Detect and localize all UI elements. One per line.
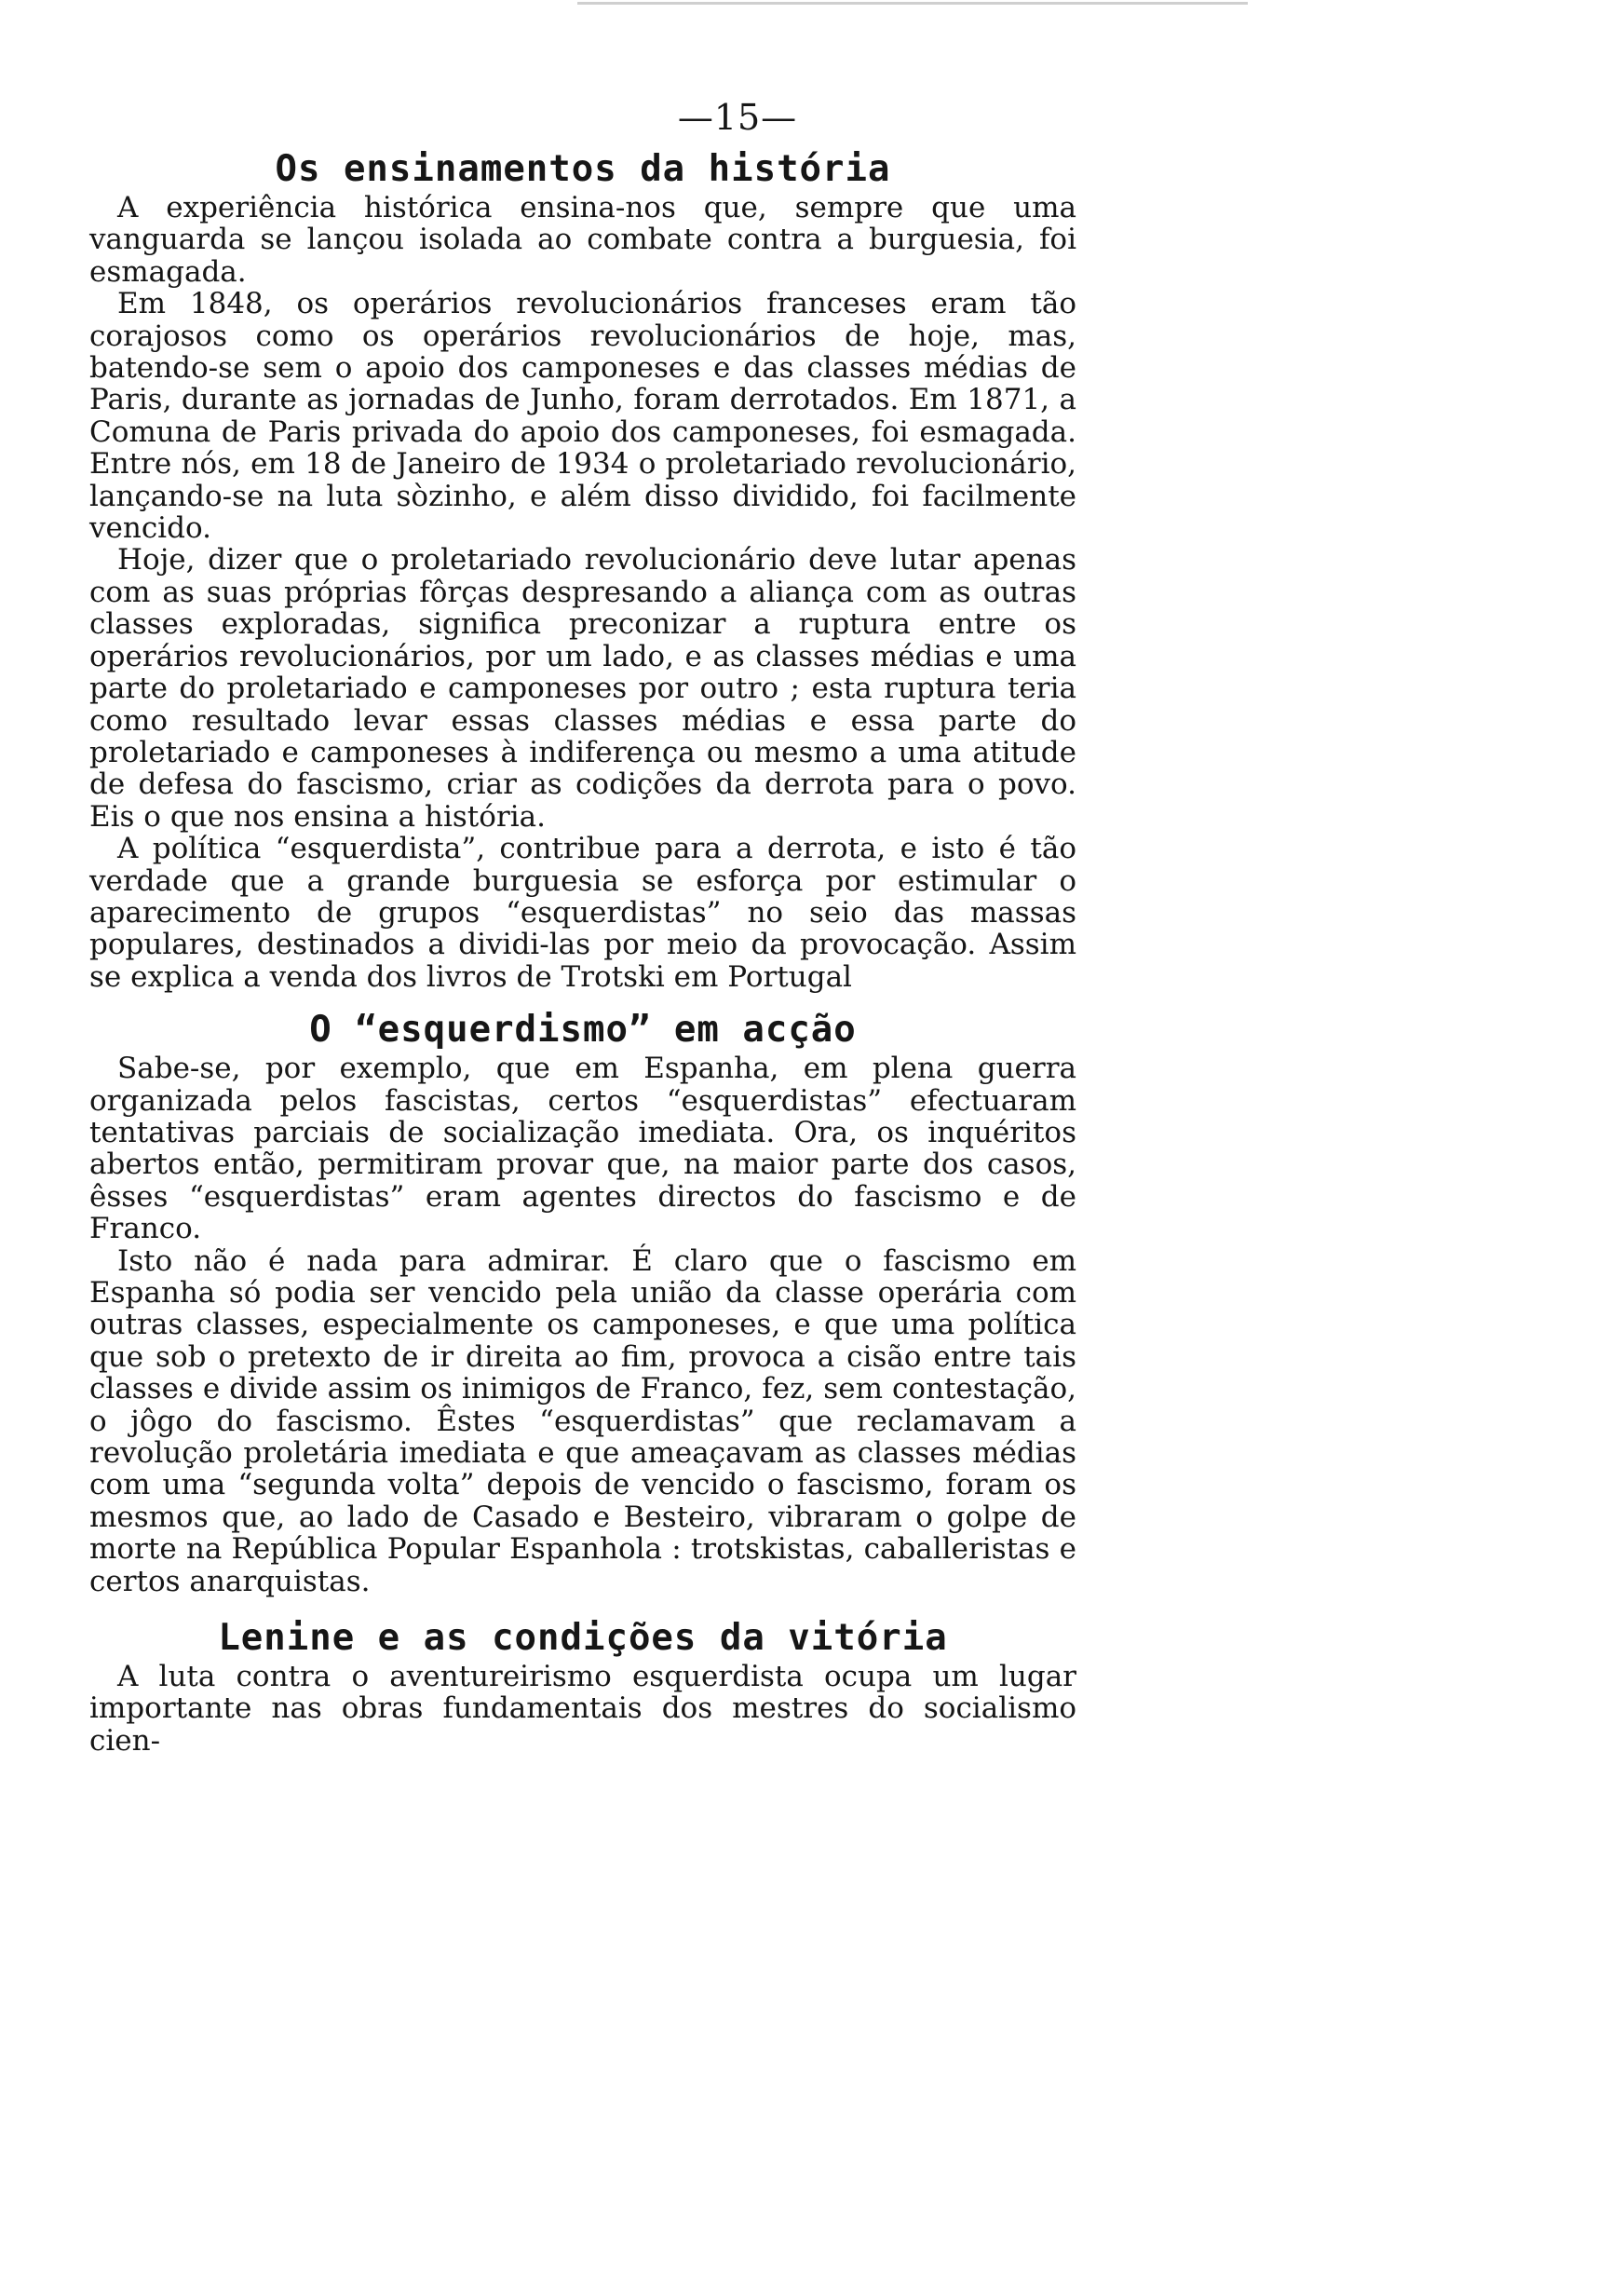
section-heading-lenine: Lenine e as condições da vitória <box>218 1617 948 1660</box>
paragraph: Em 1848, os operários revolucionários franceses eram tão corajosos como os operários revolucionários de hoje, mas, batendo-se sem o apoio dos camponeses e das classes médias de Paris, durante as jornadas de Junho, foram derrotados. Em 1871, a Comuna de Paris privada do apoio dos camponeses, foi esmagada. Entre nós, em 18 de Janeiro de 1934 o proletariado revolucionário, lançando-se na luta sòzinho, e além disso dividido, foi facilmente vencido. <box>89 287 1076 546</box>
paragraph: A luta contra o aventureirismo esquerdista ocupa um lugar importante nas obras fundamentais dos mestres do socialismo cien- <box>89 1660 1076 1758</box>
text-column <box>89 147 1076 1757</box>
paragraph: A experiência histórica ensina-nos que, sempre que uma vanguarda se lançou isolada ao combate contra a burguesia, foi esmagada. <box>89 191 1076 289</box>
section-heading-history: Os ensinamentos da história <box>275 148 891 190</box>
section-heading-esquerdismo: O “esquerdismo” em acção <box>309 1009 857 1052</box>
top-page-edge-line <box>577 2 1248 5</box>
paragraph: A política “esquerdista”, contribue para a derrota, e isto é tão verdade que a grande burguesia se esforça por estimular o aparecimento de grupos “esquerdistas” no seio das massas populares, destinados a dividi-las por meio da provocação. Assim se explica a venda dos livros de Trotski em Portugal <box>89 832 1076 994</box>
paragraph: Isto não é nada para admirar. É claro que o fascismo em Espanha só podia ser vencido pela união da classe operária com outras classes, especialmente os camponeses, e que uma política que sob o pretexto de ir direita ao fim, provoca a cisão entre tais classes e divide assim os inimigos de Franco, fez, sem contestação, o jôgo do fascismo. Êstes “esquerdistas” que reclamavam a revolução proletária imediata e que ameaçavam as classes médias com uma “segunda volta” depois de vencido o fascismo, foram os mesmos que, ao lado de Casado e Besteiro, vibraram o golpe de morte na República Popular Espanhola : trotskistas, caballeristas e certos anarquistas. <box>89 1243 1076 1598</box>
paragraph: Hoje, dizer que o proletariado revolucionário deve lutar apenas com as suas próprias fôrças despresando a aliança com as outras classes exploradas, significa preconizar a ruptura entre os operários revolucionários, por um lado, e as classes médias e uma parte do proletariado e camponeses por outro ; esta ruptura teria como resultado levar essas classes médias e essa parte do proletariado e camponeses à indiferença ou mesmo a uma atitude de defesa do fascismo, criar as codições da derrota para o povo. Eis o que nos ensina a história. <box>89 543 1076 834</box>
page-number: —15— <box>677 97 798 138</box>
paragraph: Sabe-se, por exemplo, que em Espanha, em plena guerra organizada pelos fascistas, certos “esquerdistas” efectuaram tentativas parciais de socialização imediata. Ora, os inquéritos abertos então, permitiram provar que, na maior parte dos casos, êsses “esquerdistas” eram agentes directos do fascismo e de Franco. <box>89 1052 1076 1246</box>
